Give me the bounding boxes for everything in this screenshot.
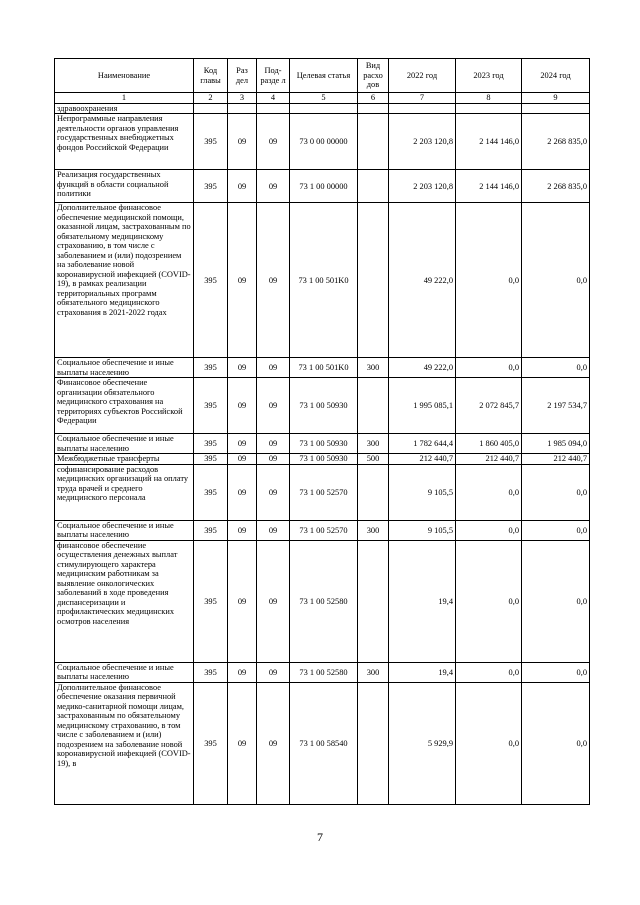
row-value-2023: 1 860 405,0 (456, 434, 522, 454)
row-target-article: 73 1 00 52570 (290, 464, 358, 520)
row-value-2023: 0,0 (456, 682, 522, 804)
row-value-2024: 0,0 (522, 358, 590, 378)
row-section: 09 (228, 520, 257, 540)
row-expense-type: 500 (358, 454, 389, 464)
row-name: здравоохранения (55, 104, 194, 114)
row-expense-type (358, 464, 389, 520)
row-name: Социальное обеспечение и иные выплаты населению (55, 662, 194, 682)
column-number: 9 (522, 93, 590, 104)
table-row (55, 104, 590, 114)
row-chapter-code: 395 (194, 464, 228, 520)
row-name: финансовое обеспечение осуществления денежных выплат стимулирующего характера медицинским работникам за выявление онкологических заболеваний в ходе проведения диспансеризации и профилактических медицинских осмотров населения (55, 540, 194, 662)
row-chapter-code: 395 (194, 203, 228, 358)
row-value-2024: 2 197 534,7 (522, 378, 590, 434)
table-row (55, 520, 590, 540)
row-chapter-code: 395 (194, 682, 228, 804)
column-number: 3 (228, 93, 257, 104)
row-section: 09 (228, 682, 257, 804)
table-row (55, 170, 590, 203)
row-value-2024: 0,0 (522, 520, 590, 540)
column-number: 5 (290, 93, 358, 104)
row-chapter-code: 395 (194, 434, 228, 454)
row-target-article: 73 0 00 00000 (290, 114, 358, 170)
row-name: Финансовое обеспечение организации обязательного медицинского страхования на территориях субъектов Российской Федерации (55, 378, 194, 434)
table-row (55, 540, 590, 662)
row-value-2023: 0,0 (456, 520, 522, 540)
row-subsection (257, 104, 290, 114)
row-value-2022: 5 929,9 (389, 682, 456, 804)
table-row (55, 434, 590, 454)
row-value-2022: 19,4 (389, 662, 456, 682)
header-year-2022: 2022 год (389, 59, 456, 93)
row-name: Дополнительное финансовое обеспечение медицинской помощи, оказанной лицам, застрахованным по обязательному медицинскому страхованию, в том числе с заболеванием и (или) подозрением на заболевание новой коронавирусной инфекцией (COVID-19), в рамках реализации территориальных программ обязательного медицинского страхования в 2021-2022 годах (55, 203, 194, 358)
row-target-article: 73 1 00 00000 (290, 170, 358, 203)
row-expense-type: 300 (358, 520, 389, 540)
table-body (55, 104, 590, 805)
table-row (55, 682, 590, 804)
row-subsection: 09 (257, 454, 290, 464)
row-value-2023: 2 144 146,0 (456, 170, 522, 203)
row-value-2023: 0,0 (456, 358, 522, 378)
row-expense-type (358, 170, 389, 203)
row-section: 09 (228, 434, 257, 454)
row-subsection: 09 (257, 203, 290, 358)
row-target-article: 73 1 00 50930 (290, 378, 358, 434)
row-target-article: 73 1 00 501K0 (290, 203, 358, 358)
row-value-2022: 9 105,5 (389, 520, 456, 540)
column-number: 4 (257, 93, 290, 104)
row-target-article (290, 104, 358, 114)
header-target-article: Целевая статья (290, 59, 358, 93)
row-value-2024: 0,0 (522, 203, 590, 358)
row-value-2022: 49 222,0 (389, 358, 456, 378)
row-subsection: 09 (257, 358, 290, 378)
row-value-2022: 1 995 085,1 (389, 378, 456, 434)
table-row (55, 378, 590, 434)
row-chapter-code: 395 (194, 520, 228, 540)
row-section: 09 (228, 454, 257, 464)
row-name: Межбюджетные трансферты (55, 454, 194, 464)
row-value-2023: 0,0 (456, 662, 522, 682)
row-name: Непрограммные направления деятельности органов управления государственных внебюджетных фондов Российской Федерации (55, 114, 194, 170)
row-expense-type (358, 540, 389, 662)
row-section: 09 (228, 464, 257, 520)
header-chapter-code: Код главы (194, 59, 228, 93)
row-value-2024: 0,0 (522, 682, 590, 804)
row-section: 09 (228, 170, 257, 203)
row-value-2024: 0,0 (522, 464, 590, 520)
row-name: софинансирование расходов медицинских организаций на оплату труда врачей и среднего медицинского персонала (55, 464, 194, 520)
row-name: Дополнительное финансовое обеспечение оказания первичной медико-санитарной помощи лицам, застрахованным по обязательному медицинскому страхованию, в том числе с заболеванием и (или) подозрением на заболевание новой коронавирусной инфекцией (COVID-19), в (55, 682, 194, 804)
row-name: Реализация государственных функций в области социальной политики (55, 170, 194, 203)
row-expense-type (358, 378, 389, 434)
row-value-2024: 0,0 (522, 540, 590, 662)
table-row (55, 454, 590, 464)
column-number: 1 (55, 93, 194, 104)
row-chapter-code: 395 (194, 170, 228, 203)
column-number: 8 (456, 93, 522, 104)
row-value-2022: 2 203 120,8 (389, 170, 456, 203)
table-row (55, 464, 590, 520)
row-target-article: 73 1 00 52570 (290, 520, 358, 540)
row-expense-type (358, 104, 389, 114)
row-chapter-code: 395 (194, 358, 228, 378)
row-target-article: 73 1 00 50930 (290, 454, 358, 464)
row-value-2023: 0,0 (456, 540, 522, 662)
row-value-2024 (522, 104, 590, 114)
row-chapter-code: 395 (194, 454, 228, 464)
row-expense-type: 300 (358, 662, 389, 682)
page-number: 7 (317, 830, 323, 844)
header-expense-type: Вид расхо дов (358, 59, 389, 93)
table-row (55, 114, 590, 170)
row-subsection: 09 (257, 464, 290, 520)
row-chapter-code: 395 (194, 378, 228, 434)
row-name: Социальное обеспечение и иные выплаты населению (55, 520, 194, 540)
row-value-2022: 49 222,0 (389, 203, 456, 358)
row-target-article: 73 1 00 501K0 (290, 358, 358, 378)
row-value-2024: 0,0 (522, 662, 590, 682)
row-section: 09 (228, 540, 257, 662)
row-section: 09 (228, 358, 257, 378)
budget-table (54, 58, 590, 805)
row-subsection: 09 (257, 520, 290, 540)
row-subsection: 09 (257, 662, 290, 682)
table-header-row (55, 59, 590, 93)
header-year-2023: 2023 год (456, 59, 522, 93)
row-section (228, 104, 257, 114)
row-expense-type (358, 203, 389, 358)
row-name: Социальное обеспечение и иные выплаты населению (55, 358, 194, 378)
row-value-2022: 1 782 644,4 (389, 434, 456, 454)
column-number: 7 (389, 93, 456, 104)
row-section: 09 (228, 662, 257, 682)
row-target-article: 73 1 00 58540 (290, 682, 358, 804)
row-value-2022: 9 105,5 (389, 464, 456, 520)
row-target-article: 73 1 00 50930 (290, 434, 358, 454)
row-value-2024: 1 985 094,0 (522, 434, 590, 454)
header-subsection: Под-разде л (257, 59, 290, 93)
row-value-2022: 19,4 (389, 540, 456, 662)
row-value-2024: 2 268 835,0 (522, 114, 590, 170)
row-value-2022: 212 440,7 (389, 454, 456, 464)
header-section: Раз дел (228, 59, 257, 93)
row-expense-type: 300 (358, 358, 389, 378)
row-subsection: 09 (257, 114, 290, 170)
row-chapter-code: 395 (194, 662, 228, 682)
row-value-2023: 0,0 (456, 464, 522, 520)
row-value-2023: 2 144 146,0 (456, 114, 522, 170)
row-subsection: 09 (257, 434, 290, 454)
column-number: 6 (358, 93, 389, 104)
row-value-2023: 0,0 (456, 203, 522, 358)
row-chapter-code (194, 104, 228, 114)
row-value-2023: 2 072 845,7 (456, 378, 522, 434)
column-number: 2 (194, 93, 228, 104)
row-value-2023: 212 440,7 (456, 454, 522, 464)
row-value-2024: 212 440,7 (522, 454, 590, 464)
row-subsection: 09 (257, 170, 290, 203)
table-row (55, 662, 590, 682)
row-expense-type (358, 114, 389, 170)
row-section: 09 (228, 114, 257, 170)
row-section: 09 (228, 378, 257, 434)
row-expense-type: 300 (358, 434, 389, 454)
row-value-2022 (389, 104, 456, 114)
row-subsection: 09 (257, 682, 290, 804)
row-value-2022: 2 203 120,8 (389, 114, 456, 170)
row-expense-type (358, 682, 389, 804)
table-row (55, 203, 590, 358)
header-name: Наименование (55, 59, 194, 93)
row-subsection: 09 (257, 378, 290, 434)
row-value-2024: 2 268 835,0 (522, 170, 590, 203)
table-row (55, 358, 590, 378)
row-chapter-code: 395 (194, 114, 228, 170)
row-value-2023 (456, 104, 522, 114)
row-section: 09 (228, 203, 257, 358)
row-target-article: 73 1 00 52580 (290, 540, 358, 662)
row-target-article: 73 1 00 52580 (290, 662, 358, 682)
row-subsection: 09 (257, 540, 290, 662)
row-chapter-code: 395 (194, 540, 228, 662)
header-year-2024: 2024 год (522, 59, 590, 93)
column-number-row (55, 93, 590, 104)
row-name: Социальное обеспечение и иные выплаты населению (55, 434, 194, 454)
